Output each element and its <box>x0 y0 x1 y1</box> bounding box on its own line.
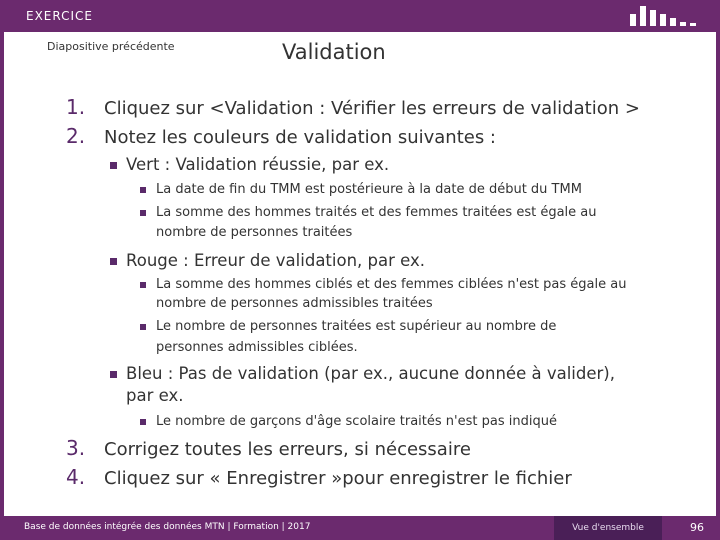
step-number: 1. <box>66 95 86 119</box>
bullet-icon <box>140 419 146 425</box>
mtn-logo-icon <box>630 6 696 26</box>
list-item: Le nombre de personnes traitées est supérieur au nombre de <box>156 319 557 334</box>
bullet-icon <box>140 210 146 216</box>
list-item: personnes admissibles ciblées. <box>156 340 358 355</box>
footer-text: Base de données intégrée des données MTN | Formation | 2017 <box>24 522 311 532</box>
bullet-icon <box>140 282 146 288</box>
previous-slide-link[interactable]: Diapositive précédente <box>47 40 175 53</box>
step-number: 2. <box>66 124 86 148</box>
bullet-icon <box>140 187 146 193</box>
overview-link[interactable]: Vue d'ensemble <box>554 516 662 540</box>
bullet-icon <box>110 162 117 169</box>
frame-right <box>716 0 720 540</box>
step-number: 3. <box>66 436 86 460</box>
bullet-icon <box>140 324 146 330</box>
page-number: 96 <box>690 521 704 534</box>
green-label: Vert : Validation réussie, par ex. <box>126 155 390 174</box>
list-item: La date de fin du TMM est postérieure à la date de début du TMM <box>156 182 582 197</box>
bullet-icon <box>110 258 117 265</box>
frame-left <box>0 0 4 540</box>
blue-label-cont: par ex. <box>126 386 184 405</box>
step-text: Corrigez toutes les erreurs, si nécessaire <box>104 439 471 460</box>
header-label: EXERCICE <box>26 9 94 23</box>
blue-label: Bleu : Pas de validation (par ex., aucune donnée à valider), <box>126 364 615 383</box>
list-item: Le nombre de garçons d'âge scolaire traités n'est pas indiqué <box>156 414 557 429</box>
list-item: nombre de personnes admissibles traitées <box>156 296 433 311</box>
footer-bar <box>0 516 720 540</box>
header-bar <box>0 0 720 32</box>
list-item: La somme des hommes ciblés et des femmes ciblées n'est pas égale au <box>156 277 627 292</box>
step-text: Notez les couleurs de validation suivantes : <box>104 127 496 148</box>
step-text: Cliquez sur « Enregistrer »pour enregistrer le fichier <box>104 468 572 489</box>
red-label: Rouge : Erreur de validation, par ex. <box>126 251 426 270</box>
bullet-icon <box>110 371 117 378</box>
step-number: 4. <box>66 465 86 489</box>
list-item: La somme des hommes traités et des femmes traitées est égale au <box>156 205 597 220</box>
list-item: nombre de personnes traitées <box>156 225 353 240</box>
page-title: Validation <box>282 40 386 64</box>
step-text: Cliquez sur <Validation : Vérifier les erreurs de validation > <box>104 98 640 119</box>
